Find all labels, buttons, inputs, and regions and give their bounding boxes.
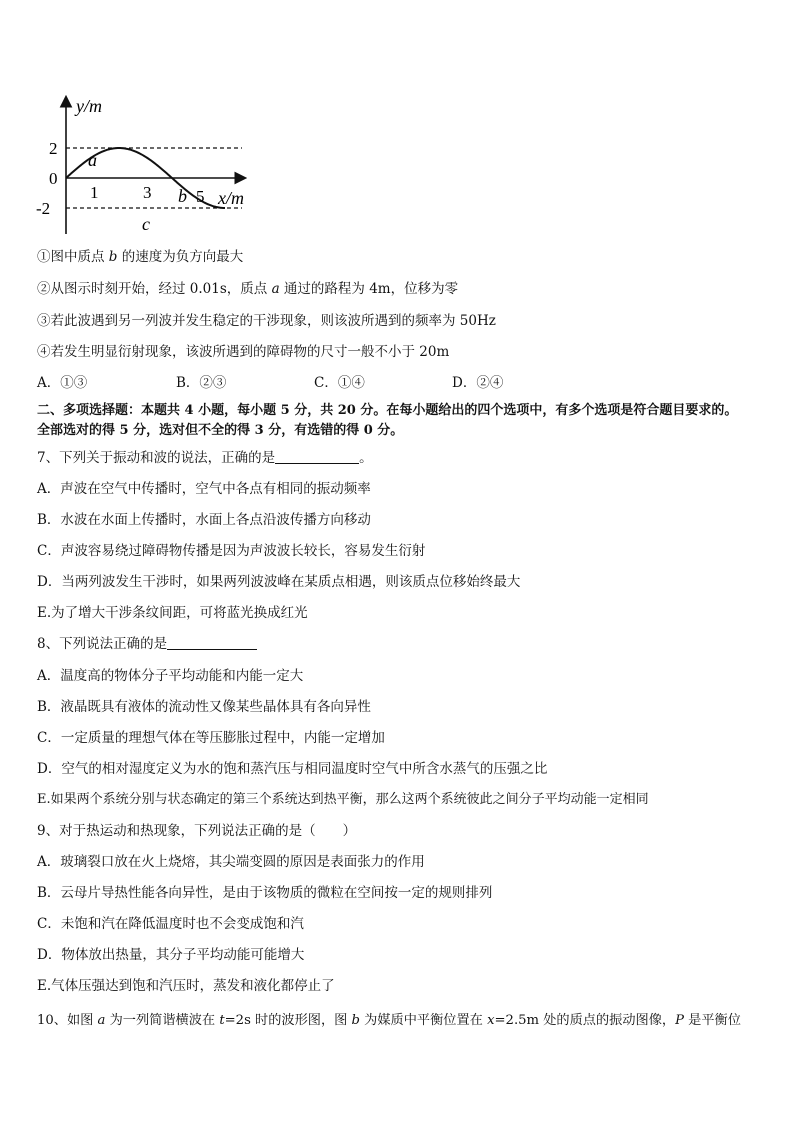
q7-stem: 7、下列关于振动和波的说法，正确的是 。	[37, 450, 373, 466]
q9-option-c: C．未饱和汽在降低温度时也不会变成饱和汽	[37, 916, 304, 932]
choice-c: C．①④	[314, 375, 365, 391]
q8-option-b: B．液晶既具有液体的流动性又像某些晶体具有各向异性	[37, 699, 371, 715]
statement-2: ②从图示时刻开始，经过 0.01s，质点 a 通过的路程为 4m，位移为零	[37, 281, 459, 297]
q7-option-e: E.为了增大干涉条纹间距，可将蓝光换成红光	[37, 605, 308, 621]
y-axis-label: y/m	[76, 96, 102, 116]
q9-option-e: E.气体压强达到饱和汽压时，蒸发和液化都停止了	[37, 978, 335, 994]
q7-option-b: B．水波在水面上传播时，水面上各点沿波传播方向移动	[37, 512, 371, 528]
x-tick-5: 5	[196, 187, 205, 206]
q9-option-d: D．物体放出热量，其分子平均动能可能增大	[37, 947, 305, 963]
choice-b: B．②③	[176, 375, 227, 391]
q8-option-d: D．空气的相对湿度定义为水的饱和蒸汽压与相同温度时空气中所含水蒸气的压强之比	[37, 761, 548, 777]
point-label-b: b	[178, 186, 187, 206]
choice-d: D．②④	[452, 375, 504, 391]
x-tick-3: 3	[143, 183, 152, 202]
q8-option-a: A．温度高的物体分子平均动能和内能一定大	[37, 668, 304, 684]
q9-option-b: B．云母片导热性能各向异性，是由于该物质的微粒在空间按一定的规则排列	[37, 885, 493, 901]
point-label-a: a	[88, 150, 97, 170]
y-tick-2: 2	[49, 139, 58, 158]
section-header-line1: 二、多项选择题：本题共 4 小题，每小题 5 分，共 20 分。在每小题给出的四个选项中，有多个选项是符合题目要求的。	[37, 403, 738, 418]
q10-stem: 10、如图 a 为一列简谐横波在 t=2s 时的波形图，图 b 为媒质中平衡位置在 x=2.5m 处的质点的振动图像，P 是平衡位	[37, 1013, 741, 1028]
q9-stem: 9、对于热运动和热现象，下列说法正确的是（ ）	[37, 823, 357, 839]
q9-option-a: A．玻璃裂口放在火上烧熔，其尖端变圆的原因是表面张力的作用	[37, 854, 425, 870]
q8-option-e: E.如果两个系统分别与状态确定的第三个系统达到热平衡，那么这两个系统彼此之间分子平均动能一定相同	[37, 792, 649, 807]
y-tick-neg2: -2	[36, 199, 51, 218]
q8-option-c: C．一定质量的理想气体在等压膨胀过程中，内能一定增加	[37, 730, 385, 746]
x-tick-1: 1	[90, 183, 99, 202]
y-tick-0: 0	[49, 169, 58, 188]
statement-4: ④若发生明显衍射现象，该波所遇到的障碍物的尺寸一般不小于 20m	[37, 344, 450, 360]
statement-3: ③若此波遇到另一列波并发生稳定的干涉现象，则该波所遇到的频率为 50Hz	[37, 313, 496, 329]
statement-1: ①图中质点 b 的速度为负方向最大	[37, 249, 244, 265]
q8-stem: 8、下列说法正确的是	[37, 635, 257, 653]
choice-a: A．①③	[37, 375, 88, 391]
section-header-line2: 全部选对的得 5 分，选对但不全的得 3 分，有选错的得 0 分。	[37, 423, 404, 438]
point-label-c: c	[142, 214, 150, 234]
q7-option-d: D．当两列波发生干涉时，如果两列波波峰在某质点相遇，则该质点位移始终最大	[37, 574, 521, 590]
q7-option-a: A．声波在空气中传播时，空气中各点有相同的振动频率	[37, 481, 371, 497]
wave-figure	[30, 92, 270, 242]
choices-row	[37, 374, 737, 392]
q7-option-c: C．声波容易绕过障碍物传播是因为声波波长较长，容易发生衍射	[37, 543, 426, 559]
x-axis-label: x/m	[218, 188, 244, 208]
